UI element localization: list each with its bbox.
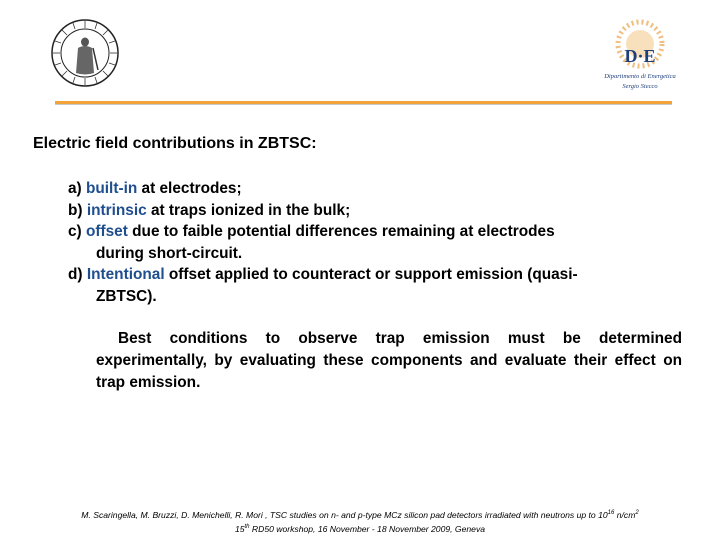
item-continuation: during short-circuit.	[96, 244, 243, 262]
item-continuation: ZBTSC).	[96, 287, 157, 305]
svg-text:Sergio Stecco: Sergio Stecco	[622, 83, 658, 90]
item-text: at traps ionized in the bulk;	[146, 201, 351, 219]
item-prefix: c)	[68, 223, 86, 240]
conclusion-paragraph: Best conditions to observe trap emission must be determined experimentally, by evaluating these components and evaluate their effect on trap emission.	[96, 330, 682, 391]
slide-title: Electric field contributions in ZBTSC:	[33, 135, 317, 152]
university-seal-icon	[50, 18, 120, 88]
citation-line-1	[20, 507, 700, 521]
item-text: at electrodes;	[137, 180, 242, 197]
list-item-b	[68, 200, 682, 222]
item-highlight: built-in	[85, 180, 138, 197]
item-highlight: offset	[85, 223, 128, 240]
die-department-logo-icon	[594, 18, 686, 98]
svg-text:Dipartimento di Energetica: Dipartimento di Energetica	[604, 73, 676, 80]
citation-text: M. Scaringella, M. Bruzzi, D. Menichelli, R. Mori , TSC studies on n- and p-type MCz silicon pad detectors irradiated with neutrons up to 10	[81, 509, 608, 520]
list-item-d	[68, 264, 682, 307]
citation-line-2	[20, 521, 700, 535]
unit-exponent: 2	[635, 510, 639, 516]
fluence-unit: n/cm	[614, 509, 636, 520]
workshop-number: 15	[234, 523, 245, 534]
item-prefix: d)	[68, 266, 87, 283]
svg-text:D·E: D·E	[624, 46, 656, 66]
list-item-a	[68, 178, 682, 200]
fluence-exponent: 16	[607, 510, 615, 516]
contribution-list	[68, 178, 682, 307]
item-prefix: b)	[68, 201, 87, 219]
citation-footer	[20, 507, 700, 535]
workshop-text: RD50 workshop, 16 November - 18 November 2009, Geneva	[249, 523, 486, 534]
university-seal-logo	[50, 18, 120, 88]
ordinal-suffix: th	[244, 523, 250, 530]
department-logo	[594, 18, 686, 98]
header-rule-shadow	[55, 104, 672, 105]
list-item-c	[68, 221, 682, 264]
item-text: due to faible potential differences remaining at electrodes	[127, 223, 555, 240]
item-highlight: intrinsic	[86, 201, 147, 219]
item-text: offset applied to counteract or support emission (quasi-	[164, 266, 578, 283]
item-highlight: Intentional	[86, 266, 165, 283]
item-prefix: a)	[68, 180, 86, 197]
